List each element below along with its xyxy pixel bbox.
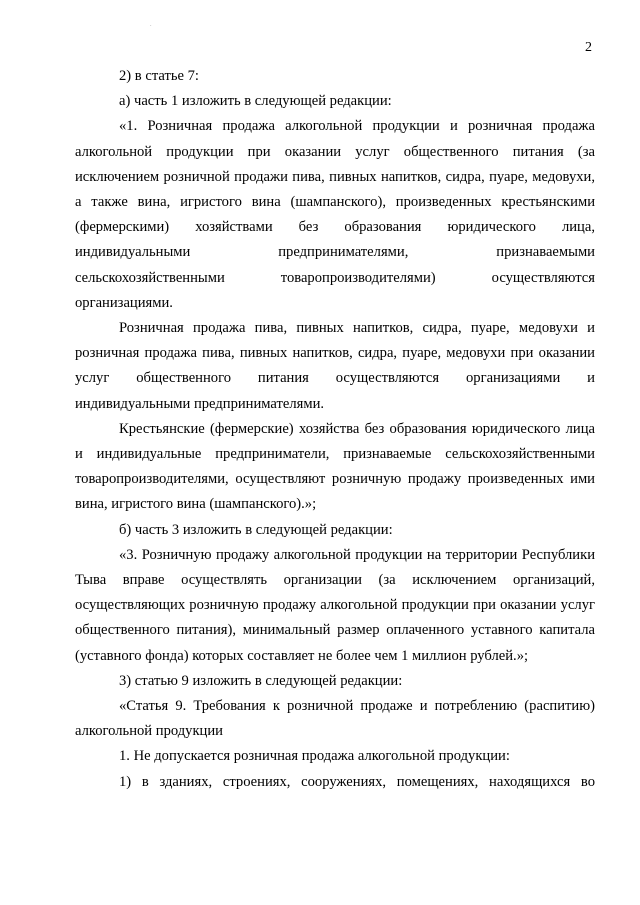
paragraph-quote1-line-entrepreneurs: индивидуальными предпринимателями, признаваемыми xyxy=(75,244,595,261)
paragraph-quote1: «1. Розничная продажа алкогольной продукции и розничная продажа алкогольной продукции при оказании услуг общественного питания (за исключением розничной продажи пива, пивных напитков, сидра, пуаре, медовухи, а также вина, игристого вина (шампанского), произведенных крестьянскими (фермерскими) хозяйствами без образования юридического лица, xyxy=(75,118,595,236)
paragraph-quote1-line-producers: сельскохозяйственными товаропроизводителями) осуществляются xyxy=(75,269,595,286)
paragraph-beer: Розничная продажа пива, пивных напитков, сидра, пуаре, медовухи и розничная продажа пива, пивных напитков, сидра, пуаре, медовухи при оказании услуг общественного питания осуществляются организациями и индивидуальными предпринимателями. xyxy=(75,320,595,412)
paragraph-article9-title: «Статья 9. Требования к розничной продаже и потреблению (распитию) алкогольной продукции xyxy=(75,698,595,740)
paragraph-part1: а) часть 1 изложить в следующей редакции: xyxy=(119,93,392,110)
document-body xyxy=(75,64,595,795)
paragraph-item1: 1. Не допускается розничная продажа алкогольной продукции: xyxy=(119,748,510,765)
paragraph-farms: Крестьянские (фермерские) хозяйства без образования юридического лица xyxy=(119,420,595,437)
scan-mark: · xyxy=(150,24,152,29)
paragraph-farms-cont: и индивидуальные предприниматели, признаваемые сельскохозяйственными товаропроизводителями, осуществляют розничную продажу произведенных ими вина, игристого вина (шампанского).»; xyxy=(75,446,595,513)
paragraph-subitem1: 1) в зданиях, строениях, сооружениях, помещениях, находящихся во xyxy=(119,773,595,790)
page-number: 2 xyxy=(585,40,592,55)
paragraph-quote1-end: организациями. xyxy=(75,294,173,311)
paragraph-part3: б) часть 3 изложить в следующей редакции: xyxy=(119,521,393,538)
paragraph-article7: 2) в статье 7: xyxy=(119,68,199,84)
paragraph-quote3: «3. Розничную продажу алкогольной продукции на территории Республики Тыва вправе осуществлять организации (за исключением организаций, осуществляющих розничную продажу алкогольной продукции при оказании услуг общественного питания), минимальный размер оплаченного уставного капитала (уставного фонда) которых составляет не более чем 1 миллион рублей.»; xyxy=(75,546,595,664)
paragraph-article9: 3) статью 9 изложить в следующей редакции: xyxy=(119,672,403,689)
